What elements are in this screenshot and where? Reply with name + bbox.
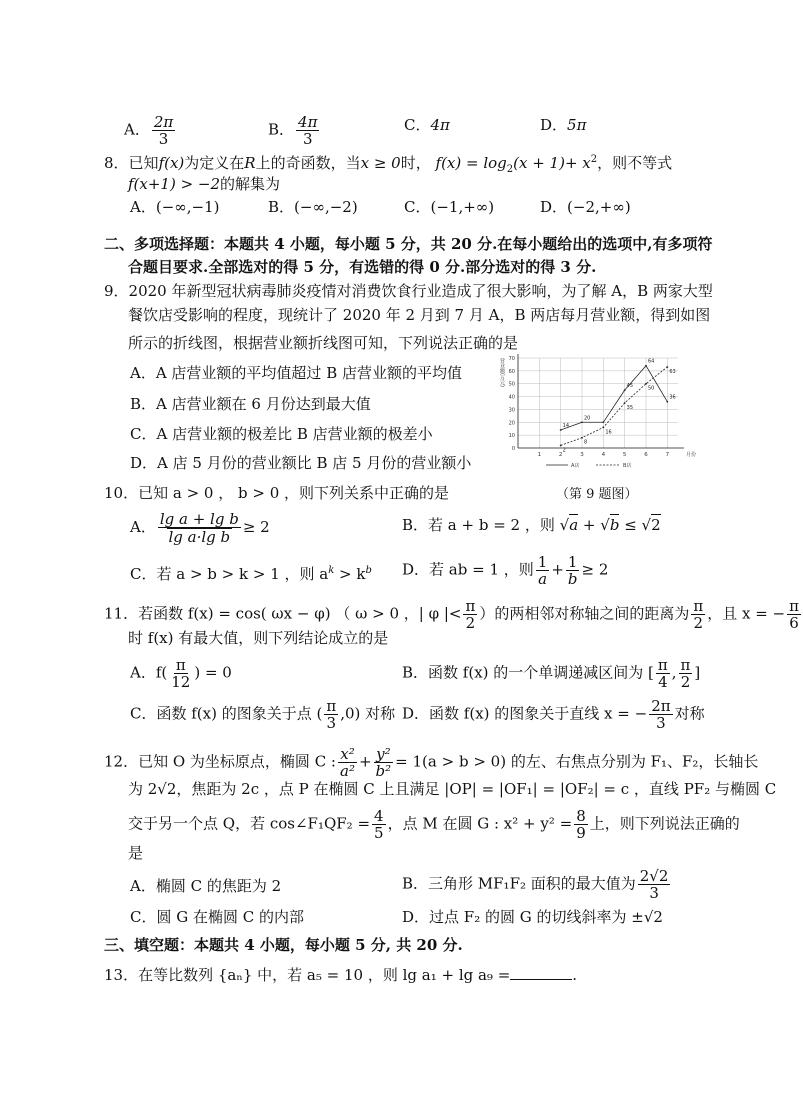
frac-num: 8 bbox=[576, 807, 586, 825]
frac-den: 12 bbox=[171, 673, 191, 691]
text: 的解集为 bbox=[220, 175, 281, 193]
q8-option-c bbox=[404, 196, 494, 218]
y-tick-label: 50 bbox=[508, 381, 515, 388]
math: ≤ bbox=[619, 516, 642, 534]
option-letter: D． bbox=[540, 116, 568, 134]
frac-num: y² bbox=[376, 745, 391, 763]
section3-title: 三、填空题：本题共 4 小题，每小题 5 分, 共 20 分. bbox=[104, 936, 463, 954]
frac-num: 4 bbox=[374, 807, 384, 825]
option-letter: A． bbox=[124, 120, 150, 139]
data-point bbox=[581, 437, 583, 439]
option-value: (−∞,−1) bbox=[155, 198, 220, 216]
math: ,0) 对称 bbox=[340, 704, 396, 723]
q8-option-d bbox=[540, 196, 631, 218]
q9-option-a: A．A 店营业额的平均值超过 B 店营业额的平均值 bbox=[130, 364, 462, 382]
text: 交于另一个点 Q，若 cos∠F₁QF₂ = bbox=[128, 814, 371, 833]
math: (x + 1)+ x bbox=[513, 154, 591, 172]
option-letter: C． bbox=[404, 116, 431, 134]
q11-option-d bbox=[402, 698, 705, 731]
q9-option-d: D．A 店 5 月份的营业额比 B 店 5 月份的营业额小 bbox=[130, 454, 472, 472]
data-point bbox=[645, 365, 647, 367]
exponent: k bbox=[328, 565, 335, 576]
q8-option-a bbox=[130, 196, 220, 218]
x-tick-label: 3 bbox=[580, 452, 584, 458]
math: , bbox=[671, 663, 677, 682]
option-letter: A． bbox=[130, 518, 156, 536]
x-tick-label: 7 bbox=[665, 452, 670, 458]
math: + bbox=[358, 752, 372, 771]
x-tick-label: 2 bbox=[558, 452, 563, 458]
data-point bbox=[624, 389, 626, 391]
text: 上的奇函数，当 bbox=[255, 154, 361, 172]
data-point bbox=[560, 445, 562, 447]
text: ，点 M 在圆 G : x² + y² = bbox=[387, 814, 573, 833]
frac-num: lg a + lg b bbox=[159, 510, 239, 528]
exponent: 2 bbox=[590, 154, 598, 165]
frac-den: 5 bbox=[374, 824, 384, 842]
frac-num: π bbox=[680, 656, 691, 674]
data-label: 16 bbox=[605, 429, 612, 436]
y-tick-label: 40 bbox=[508, 394, 515, 401]
y-axis-label: 营业额(万元) bbox=[499, 358, 505, 387]
x-tick-label: 5 bbox=[622, 452, 627, 458]
text: ，且 x = − bbox=[707, 604, 786, 623]
q7-option-b bbox=[268, 114, 321, 147]
option-letter: A． bbox=[130, 198, 156, 216]
math: f(x) bbox=[158, 154, 185, 172]
q9-stem-line2: 餐饮店受影响的程度，现统计了 2020 年 2 月到 7 月 A，B 两店每月营业额，得到如图 bbox=[128, 306, 711, 324]
q7-option-a bbox=[124, 114, 177, 147]
frac-den: 3 bbox=[656, 714, 666, 732]
q9-option-b: B．A 店营业额在 6 月份达到最大值 bbox=[130, 395, 371, 413]
q10-option-d bbox=[402, 554, 608, 587]
x-tick-label: 4 bbox=[601, 452, 606, 458]
frac-num: 4π bbox=[298, 113, 318, 131]
data-label: 63 bbox=[669, 369, 676, 375]
frac-num: 2√2 bbox=[639, 867, 669, 885]
frac-den: 3 bbox=[302, 130, 313, 148]
sqrt-term: 2 bbox=[651, 516, 661, 534]
data-point bbox=[645, 383, 647, 385]
section2-title-line1: 二、多项选择题：本题共 4 小题，每小题 5 分，共 20 分.在每小题给出的选项中,有多项符 bbox=[104, 235, 713, 253]
text: 为定义在 bbox=[184, 154, 245, 172]
frac-den: b² bbox=[375, 762, 392, 780]
frac-num: 1 bbox=[567, 553, 578, 571]
log-base: 2 bbox=[506, 164, 514, 175]
data-point bbox=[666, 401, 668, 403]
frac-den: a² bbox=[340, 762, 355, 780]
option-letter: C． bbox=[404, 198, 431, 216]
q9-figure-caption: （第 9 题图） bbox=[556, 487, 638, 502]
option-text: B．若 a + b = 2 ，则 bbox=[402, 516, 555, 534]
q12-stem-line4: 是 bbox=[128, 844, 144, 862]
x-tick-label: 1 bbox=[537, 452, 542, 458]
q10-option-a bbox=[130, 511, 270, 545]
math: ≥ 2 bbox=[581, 560, 609, 579]
frac-den: 6 bbox=[789, 614, 799, 632]
math: ≥ 2 bbox=[242, 518, 270, 536]
option-text: C．函数 f(x) 的图象关于点 ( bbox=[130, 704, 323, 723]
legend-label-b: B店 bbox=[623, 463, 632, 469]
frac-num: π bbox=[789, 597, 799, 615]
data-label: 64 bbox=[648, 358, 655, 365]
data-label: 35 bbox=[626, 405, 634, 411]
option-text: A．f( bbox=[130, 663, 168, 682]
math: f(x+1) > −2 bbox=[128, 175, 221, 193]
option-letter: B． bbox=[268, 120, 295, 139]
q12-option-a: A．椭圆 C 的焦距为 2 bbox=[130, 877, 282, 895]
y-tick-label: 20 bbox=[508, 420, 515, 427]
frac-den: a bbox=[538, 570, 548, 588]
data-point bbox=[560, 429, 562, 431]
q13-stem bbox=[104, 964, 577, 986]
frac-den: 9 bbox=[576, 824, 586, 842]
frac-num: 1 bbox=[537, 553, 548, 571]
text: 已知 bbox=[128, 154, 159, 172]
math: ) = 0 bbox=[194, 663, 232, 682]
q12-stem-line3 bbox=[128, 808, 740, 841]
data-label: 20 bbox=[584, 415, 591, 422]
sqrt-term: b bbox=[609, 516, 620, 534]
text: 13．在等比数列 {aₙ} 中，若 a₅ = 10 ，则 lg a₁ + lg a₉ = bbox=[104, 966, 511, 984]
text: ）的两相邻对称轴之间的距离为 bbox=[479, 604, 690, 623]
q12-option-c: C．圆 G 在椭圆 C 的内部 bbox=[130, 908, 305, 926]
math: + bbox=[551, 560, 564, 579]
frac-den: 3 bbox=[326, 714, 337, 732]
frac-den: 4 bbox=[658, 673, 668, 691]
answer-blank[interactable] bbox=[510, 965, 572, 980]
q11-stem-line2: 时 f(x) 有最大值，则下列结论成立的是 bbox=[128, 629, 389, 647]
text: = 1(a > b > 0) 的左、右焦点分别为 F₁、F₂，长轴长 bbox=[395, 752, 759, 771]
math: > k bbox=[334, 565, 366, 583]
q12-option-d: D．过点 F₂ 的圆 G 的切线斜率为 ±√2 bbox=[402, 908, 663, 926]
option-letter: D． bbox=[540, 198, 568, 216]
data-label: 45 bbox=[626, 383, 634, 390]
math: + bbox=[578, 516, 601, 534]
q8-stem-line2 bbox=[128, 173, 280, 195]
data-point bbox=[602, 427, 604, 429]
math: ] bbox=[694, 663, 701, 682]
y-tick-label: 30 bbox=[508, 407, 515, 414]
q12-stem-line2: 为 2√2，焦距为 2c ，点 P 在椭圆 C 上且满足 |OP| = |OF₁| = |OF₂| = c ，直线 PF₂ 与椭圆 C bbox=[128, 780, 777, 798]
q12-stem-line1 bbox=[104, 746, 758, 779]
q11-option-c bbox=[130, 698, 395, 731]
q10-option-c bbox=[130, 560, 372, 585]
q10-stem: 10．已知 a > 0 ， b > 0 ，则下列关系中正确的是 bbox=[104, 484, 450, 502]
data-label: 14 bbox=[562, 423, 570, 429]
data-point bbox=[602, 421, 604, 423]
frac-num: 2π bbox=[153, 113, 174, 131]
text: ，则不等式 bbox=[597, 154, 673, 172]
math: x ≥ 0 bbox=[360, 154, 401, 172]
frac-den: 3 bbox=[649, 884, 659, 902]
exponent: b bbox=[365, 565, 372, 576]
q9-stem-line1: 9．2020 年新型冠状病毒肺炎疫情对消费饮食行业造成了很大影响，为了解 A，B 两家大型 bbox=[104, 282, 713, 300]
option-text: B．三角形 MF₁F₂ 面积的最大值为 bbox=[402, 874, 636, 893]
data-point bbox=[666, 366, 668, 368]
frac-num: π bbox=[657, 656, 668, 674]
y-tick-label: 10 bbox=[508, 433, 515, 440]
x-tick-label: 6 bbox=[644, 452, 648, 458]
data-point bbox=[581, 421, 583, 423]
q11-option-a bbox=[130, 657, 232, 690]
option-value: 5π bbox=[567, 116, 587, 134]
legend-label-a: A店 bbox=[571, 463, 580, 469]
sqrt-term: a bbox=[569, 516, 579, 534]
q7-option-d bbox=[540, 114, 586, 136]
frac-num: π bbox=[693, 597, 704, 615]
q9-stem-line3: 所示的折线图，根据营业额折线图可知，下列说法正确的是 bbox=[128, 334, 519, 352]
option-text: D．函数 f(x) 的图象关于直线 x = − bbox=[402, 704, 648, 723]
math: R bbox=[244, 154, 256, 172]
option-text: D．若 ab = 1 ，则 bbox=[402, 560, 534, 579]
math: f(x) = log bbox=[435, 154, 507, 172]
question-number: 8． bbox=[104, 154, 129, 172]
frac-num: 2π bbox=[651, 697, 671, 715]
frac-den: 3 bbox=[158, 130, 169, 148]
section2-title-line2: 合题目要求.全部选对的得 5 分，有选错的得 0 分.部分选对的得 3 分. bbox=[128, 258, 597, 276]
option-value: (−∞,−2) bbox=[294, 198, 358, 216]
option-value: 4π bbox=[430, 116, 450, 134]
option-value: (−2,+∞) bbox=[567, 198, 631, 216]
data-label: 50 bbox=[648, 385, 655, 392]
text: 11．若函数 f(x) = cos( ωx − φ) （ ω > 0 ，| φ |< bbox=[104, 604, 462, 623]
data-point bbox=[624, 402, 626, 404]
q9-line-chart bbox=[496, 352, 696, 472]
frac-den: 2 bbox=[693, 614, 704, 632]
q9-option-c: C．A 店营业额的极差比 B 店营业额的极差小 bbox=[130, 425, 433, 443]
text: 12．已知 O 为坐标原点，椭圆 C : bbox=[104, 752, 336, 771]
text: . bbox=[572, 966, 578, 984]
frac-num: π bbox=[465, 597, 476, 615]
y-tick-label: 70 bbox=[508, 356, 515, 362]
frac-den: 2 bbox=[680, 673, 691, 691]
frac-num: π bbox=[326, 697, 337, 715]
option-text: C．若 a > b > k > 1 ，则 a bbox=[130, 565, 329, 583]
y-tick-label: 60 bbox=[508, 368, 515, 375]
data-label: 36 bbox=[669, 394, 676, 401]
series-line-a bbox=[561, 366, 668, 430]
math: 对称 bbox=[674, 704, 705, 723]
frac-den: b bbox=[567, 570, 578, 588]
text: 时， bbox=[400, 154, 431, 172]
frac-num: π bbox=[175, 656, 186, 674]
q11-option-b bbox=[402, 657, 700, 690]
q8-option-b bbox=[268, 196, 358, 218]
frac-den: lg a·lg b bbox=[168, 528, 231, 546]
frac-den: 2 bbox=[465, 614, 476, 632]
text: 上，则下列说法正确的 bbox=[589, 814, 740, 833]
q7-option-c bbox=[404, 114, 450, 136]
frac-num: x² bbox=[340, 745, 355, 763]
q10-option-b: B．若 a + b = 2 ，则 √a + √b ≤ √2 bbox=[402, 516, 661, 534]
data-label: 2 bbox=[562, 447, 566, 454]
q12-option-b bbox=[402, 868, 672, 901]
data-label: 8 bbox=[584, 439, 588, 446]
x-axis-label: 月份 bbox=[686, 452, 697, 458]
option-text: B．函数 f(x) 的一个单调递减区间为 [ bbox=[402, 663, 654, 682]
y-tick-label: 0 bbox=[511, 446, 515, 452]
option-letter: B． bbox=[268, 198, 295, 216]
option-value: (−1,+∞) bbox=[430, 198, 495, 216]
